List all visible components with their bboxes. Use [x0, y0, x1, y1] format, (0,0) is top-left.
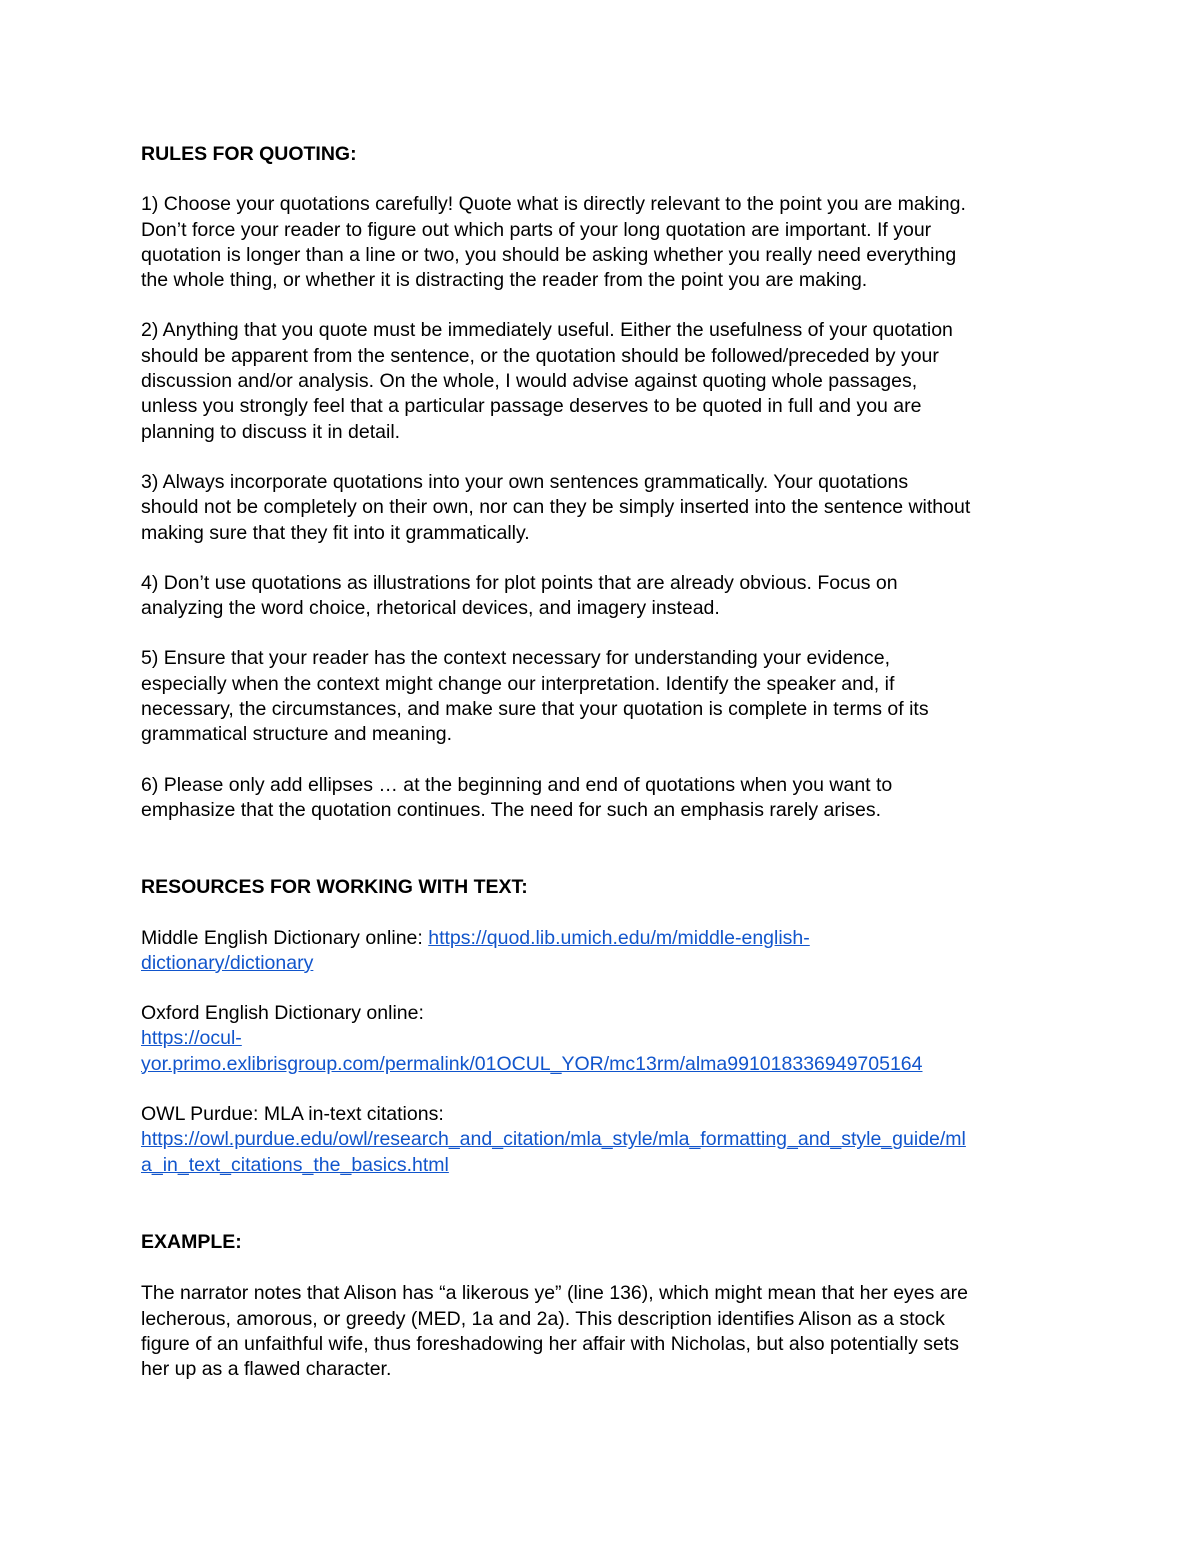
rule-2-line: 2) Anything that you quote must be immediately useful. Either the usefulness of your quotation — [141, 319, 953, 342]
med-link[interactable]: https://quod.lib.umich.edu/m/middle-english- — [428, 926, 810, 949]
rule-5-line: grammatical structure and meaning. — [141, 723, 453, 746]
owl-link[interactable]: https://owl.purdue.edu/owl/research_and_citation/mla_style/mla_formatting_and_style_guide/ml — [141, 1128, 966, 1151]
rules-heading: RULES FOR QUOTING: — [141, 143, 357, 165]
example-paragraph — [141, 1281, 1066, 1382]
rule-1-line: 1) Choose your quotations carefully! Quote what is directly relevant to the point you are making. — [141, 193, 966, 216]
resource-oed-line — [141, 1052, 1066, 1077]
rule-4-line: analyzing the word choice, rhetorical devices, and imagery instead. — [141, 597, 720, 620]
resource-med-line — [141, 951, 1066, 976]
resource-med-label: Middle English Dictionary online: — [141, 926, 429, 949]
rule-4-line: 4) Don’t use quotations as illustrations for plot points that are already obvious. Focus on — [141, 571, 898, 594]
rule-1 — [141, 192, 1066, 293]
rule-5 — [141, 646, 1066, 747]
rule-3 — [141, 470, 1066, 546]
resource-owl-label: OWL Purdue: MLA in-text citations: — [141, 1103, 444, 1126]
resource-oed-label: Oxford English Dictionary online: — [141, 1002, 424, 1025]
rule-5-line: 5) Ensure that your reader has the context necessary for understanding your evidence, — [141, 647, 891, 670]
rule-1-line: Don’t force your reader to figure out which parts of your long quotation are important. If your — [141, 218, 932, 241]
rule-2-line: planning to discuss it in detail. — [141, 420, 401, 443]
oed-link-continued[interactable]: yor.primo.exlibrisgroup.com/permalink/01OCUL_YOR/mc13rm/alma991018336949705164 — [141, 1052, 923, 1075]
example-heading: EXAMPLE: — [141, 1230, 242, 1253]
resource-owl-line — [141, 1127, 1066, 1152]
rule-2-line: discussion and/or analysis. On the whole, I would advise against quoting whole passages, — [141, 370, 918, 393]
resource-oed — [141, 1001, 1066, 1077]
rule-3-line: making sure that they fit into it grammatically. — [141, 521, 530, 544]
med-link-continued[interactable]: dictionary/dictionary — [141, 951, 314, 974]
document-body — [141, 142, 1066, 1382]
oed-link[interactable]: https://ocul- — [141, 1027, 242, 1050]
rule-6-line: emphasize that the quotation continues. The need for such an emphasis rarely arises. — [141, 798, 881, 821]
rule-2-line: unless you strongly feel that a particular passage deserves to be quoted in full and you are — [141, 395, 922, 418]
rule-5-line: necessary, the circumstances, and make sure that your quotation is complete in terms of its — [141, 698, 929, 721]
rule-3-line: should not be completely on their own, nor can they be simply inserted into the sentence without — [141, 496, 971, 519]
rule-6-line: 6) Please only add ellipses … at the beginning and end of quotations when you want to — [141, 773, 893, 796]
owl-link-continued[interactable]: a_in_text_citations_the_basics.html — [141, 1153, 449, 1176]
rule-2-line: should be apparent from the sentence, or the quotation should be followed/preceded by your — [141, 344, 939, 367]
resource-med — [141, 926, 1066, 977]
rule-6 — [141, 773, 1066, 824]
rule-1-line: quotation is longer than a line or two, you should be asking whether you really need everything — [141, 243, 957, 266]
resource-owl — [141, 1102, 1066, 1178]
rule-1-line: the whole thing, or whether it is distracting the reader from the point you are making. — [141, 269, 868, 292]
resource-med-line — [141, 926, 1066, 951]
rule-4 — [141, 571, 1066, 622]
example-line: lecherous, amorous, or greedy (MED, 1a and 2a). This description identifies Alison as a stock — [141, 1307, 945, 1330]
rule-3-line: 3) Always incorporate quotations into your own sentences grammatically. Your quotations — [141, 470, 909, 493]
resource-oed-line — [141, 1026, 1066, 1051]
example-line: figure of an unfaithful wife, thus foreshadowing her affair with Nicholas, but also potentially sets — [141, 1332, 960, 1355]
resource-owl-line — [141, 1153, 1066, 1178]
example-line: her up as a flawed character. — [141, 1358, 392, 1381]
resources-heading: RESOURCES FOR WORKING WITH TEXT: — [141, 876, 528, 899]
example-line: The narrator notes that Alison has “a likerous ye” (line 136), which might mean that her eyes are — [141, 1282, 968, 1305]
rule-5-line: especially when the context might change our interpretation. Identify the speaker and, if — [141, 672, 895, 695]
rule-2 — [141, 318, 1066, 444]
